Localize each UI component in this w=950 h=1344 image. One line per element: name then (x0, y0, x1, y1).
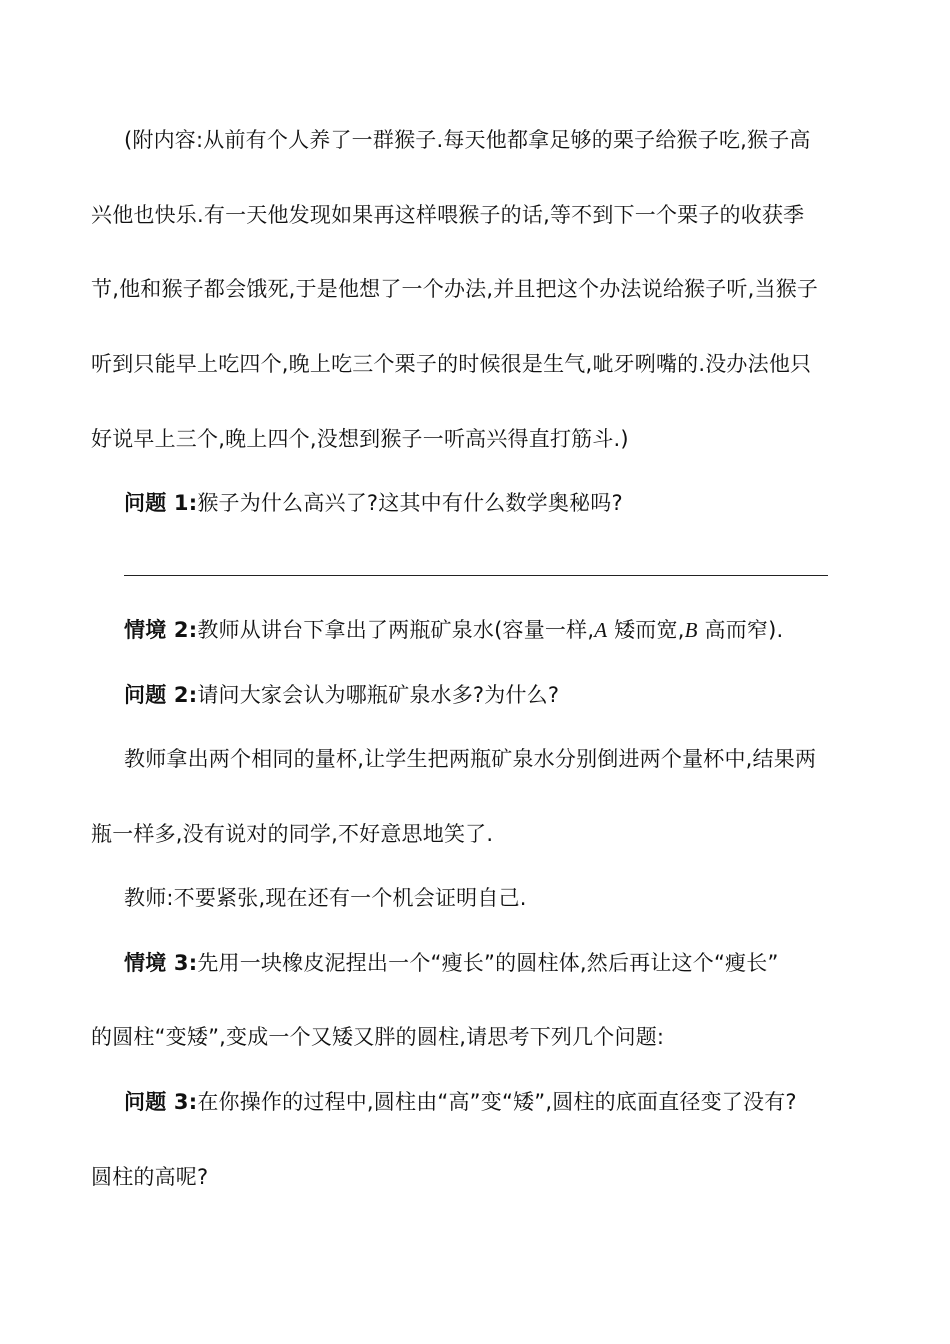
story-line-1: (附内容:从前有个人养了一群猴子.每天他都拿足够的栗子给猴子吃,猴子高 (124, 128, 811, 152)
scenario-3 (124, 949, 779, 977)
paragraph-teacher: 教师:不要紧张,现在还有一个机会证明自己. (124, 886, 527, 910)
variable-b: B (684, 618, 698, 642)
scenario-2 (124, 616, 783, 644)
scenario-3-text-line-1: 先用一块橡皮泥捏出一个“瘦长”的圆柱体,然后再让这个“瘦长” (197, 951, 779, 975)
question-3 (124, 1088, 797, 1116)
story-line-4: 听到只能早上吃四个,晚上吃三个栗子的时候很是生气,呲牙咧嘴的.没办法他只 (91, 352, 812, 376)
question-2-text: 请问大家会认为哪瓶矿泉水多?为什么? (197, 683, 560, 707)
question-3-text-line-1: 在你操作的过程中,圆柱由“高”变“矮”,圆柱的底面直径变了没有? (197, 1090, 797, 1114)
answer-line (124, 575, 828, 576)
scenario-2-text-b: 矮而宽, (607, 618, 685, 642)
question-2-label: 问题 2: (124, 683, 198, 707)
question-1 (124, 489, 623, 517)
story-line-3: 节,他和猴子都会饿死,于是他想了一个办法,并且把这个办法说给猴子听,当猴子 (91, 277, 819, 301)
scenario-3-label: 情境 3: (124, 951, 198, 975)
scenario-2-text-c: 高而窄). (697, 618, 784, 642)
paragraph-measure-line-2: 瓶一样多,没有说对的同学,不好意思地笑了. (91, 822, 494, 846)
paragraph-measure-line-1: 教师拿出两个相同的量杯,让学生把两瓶矿泉水分别倒进两个量杯中,结果两 (124, 747, 817, 771)
question-1-text: 猴子为什么高兴了?这其中有什么数学奥秘吗? (197, 491, 623, 515)
question-1-label: 问题 1: (124, 491, 198, 515)
scenario-2-label: 情境 2: (124, 618, 198, 642)
question-3-label: 问题 3: (124, 1090, 198, 1114)
question-2 (124, 681, 559, 709)
question-3-text-line-2: 圆柱的高呢? (91, 1165, 209, 1189)
variable-a: A (594, 618, 608, 642)
story-line-2: 兴他也快乐.有一天他发现如果再这样喂猴子的话,等不到下一个栗子的收获季 (91, 203, 805, 227)
scenario-2-text-a: 教师从讲台下拿出了两瓶矿泉水(容量一样, (197, 618, 595, 642)
story-line-5: 好说早上三个,晚上四个,没想到猴子一听高兴得直打筋斗.) (91, 427, 629, 451)
scenario-3-text-line-2: 的圆柱“变矮”,变成一个又矮又胖的圆柱,请思考下列几个问题: (91, 1025, 665, 1049)
